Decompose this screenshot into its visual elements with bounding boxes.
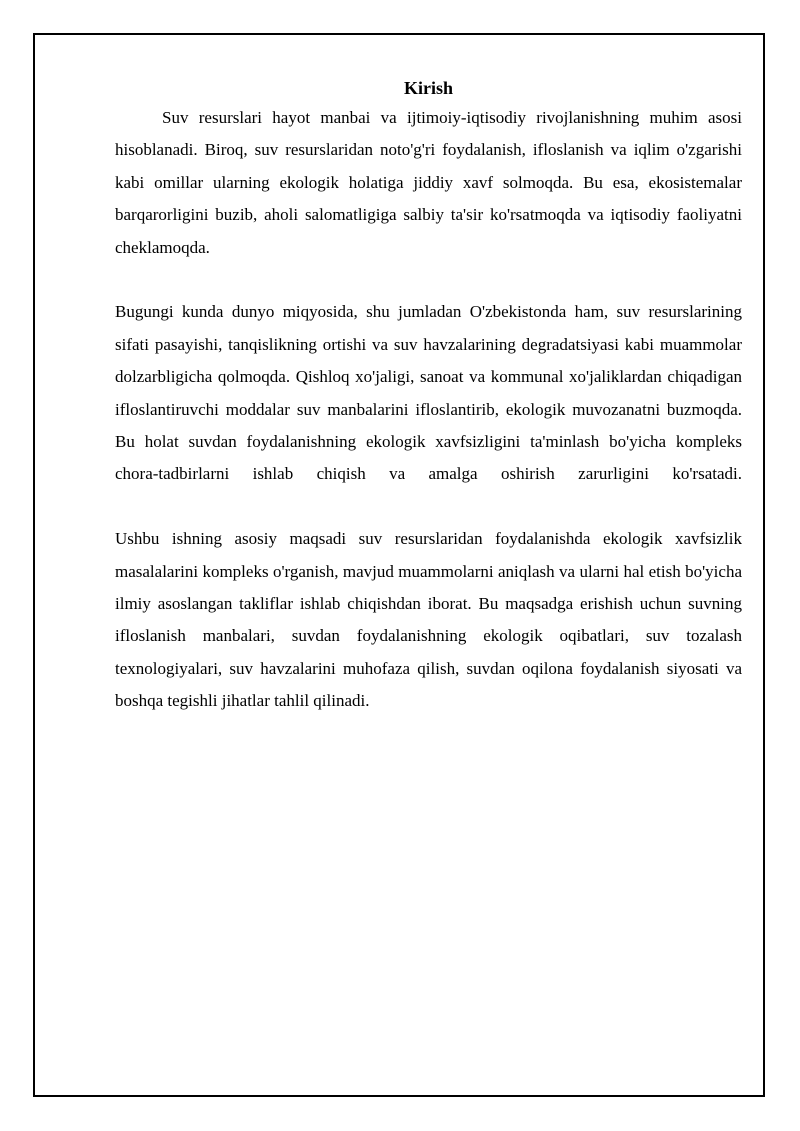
- paragraph-intro: Suv resurslari hayot manbai va ijtimoiy-iqtisodiy rivojlanishning muhim asosi hisoblanadi. Biroq, suv resurslaridan noto'g'ri foydalanish, ifloslanish va iqlim o'zgarishi kabi omillar ularning ekologik holatiga jiddiy xavf solmoqda. Bu esa, ekosistemalar barqarorligini buzib, aholi salomatligiga salbiy ta'sir ko'rsatmoqda va iqtisodiy faoliyatni cheklamoqda.: [115, 108, 742, 257]
- document-title: Kirish: [403, 78, 453, 98]
- paragraph-gap: [115, 491, 742, 523]
- paragraph-goal: Ushbu ishning asosiy maqsadi suv resurslaridan foydalanishda ekologik xavfsizlik masalalarini kompleks o'rganish, mavjud muammolarni aniqlash va ularni hal etish bo'yicha ilmiy asoslangan takliflar ishlab chiqishdan iborat. Bu maqsadga erishish uchun suvning ifloslanish manbalari, suvdan foydalanishning ekologik oqibatlari, suv tozalash texnologiyalari, suv havzalarini muhofaza qilish, suvdan oqilona foydalanish siyosati va boshqa tegishli jihatlar tahlil qilinadi.: [115, 529, 742, 711]
- document-body: [115, 74, 742, 718]
- paragraph-context: Bugungi kunda dunyo miqyosida, shu jumladan O'zbekistonda ham, suv resurslarining sifati pasayishi, tanqislikning ortishi va suv havzalarining degradatsiyasi kabi muammolar dolzarbligicha qolmoqda. Qishloq xo'jaligi, sanoat va kommunal xo'jaliklardan chiqadigan ifloslantiruvchi moddalar suv manbalarini ifloslantirib, ekologik muvozanatni buzmoqda. Bu holat suvdan foydalanishning ekologik xavfsizligini ta'minlash bo'yicha kompleks chora-tadbirlarni ishlab chiqish va amalga oshirish zarurligini ko'rsatadi.: [115, 302, 742, 484]
- paragraph-gap: [115, 264, 742, 296]
